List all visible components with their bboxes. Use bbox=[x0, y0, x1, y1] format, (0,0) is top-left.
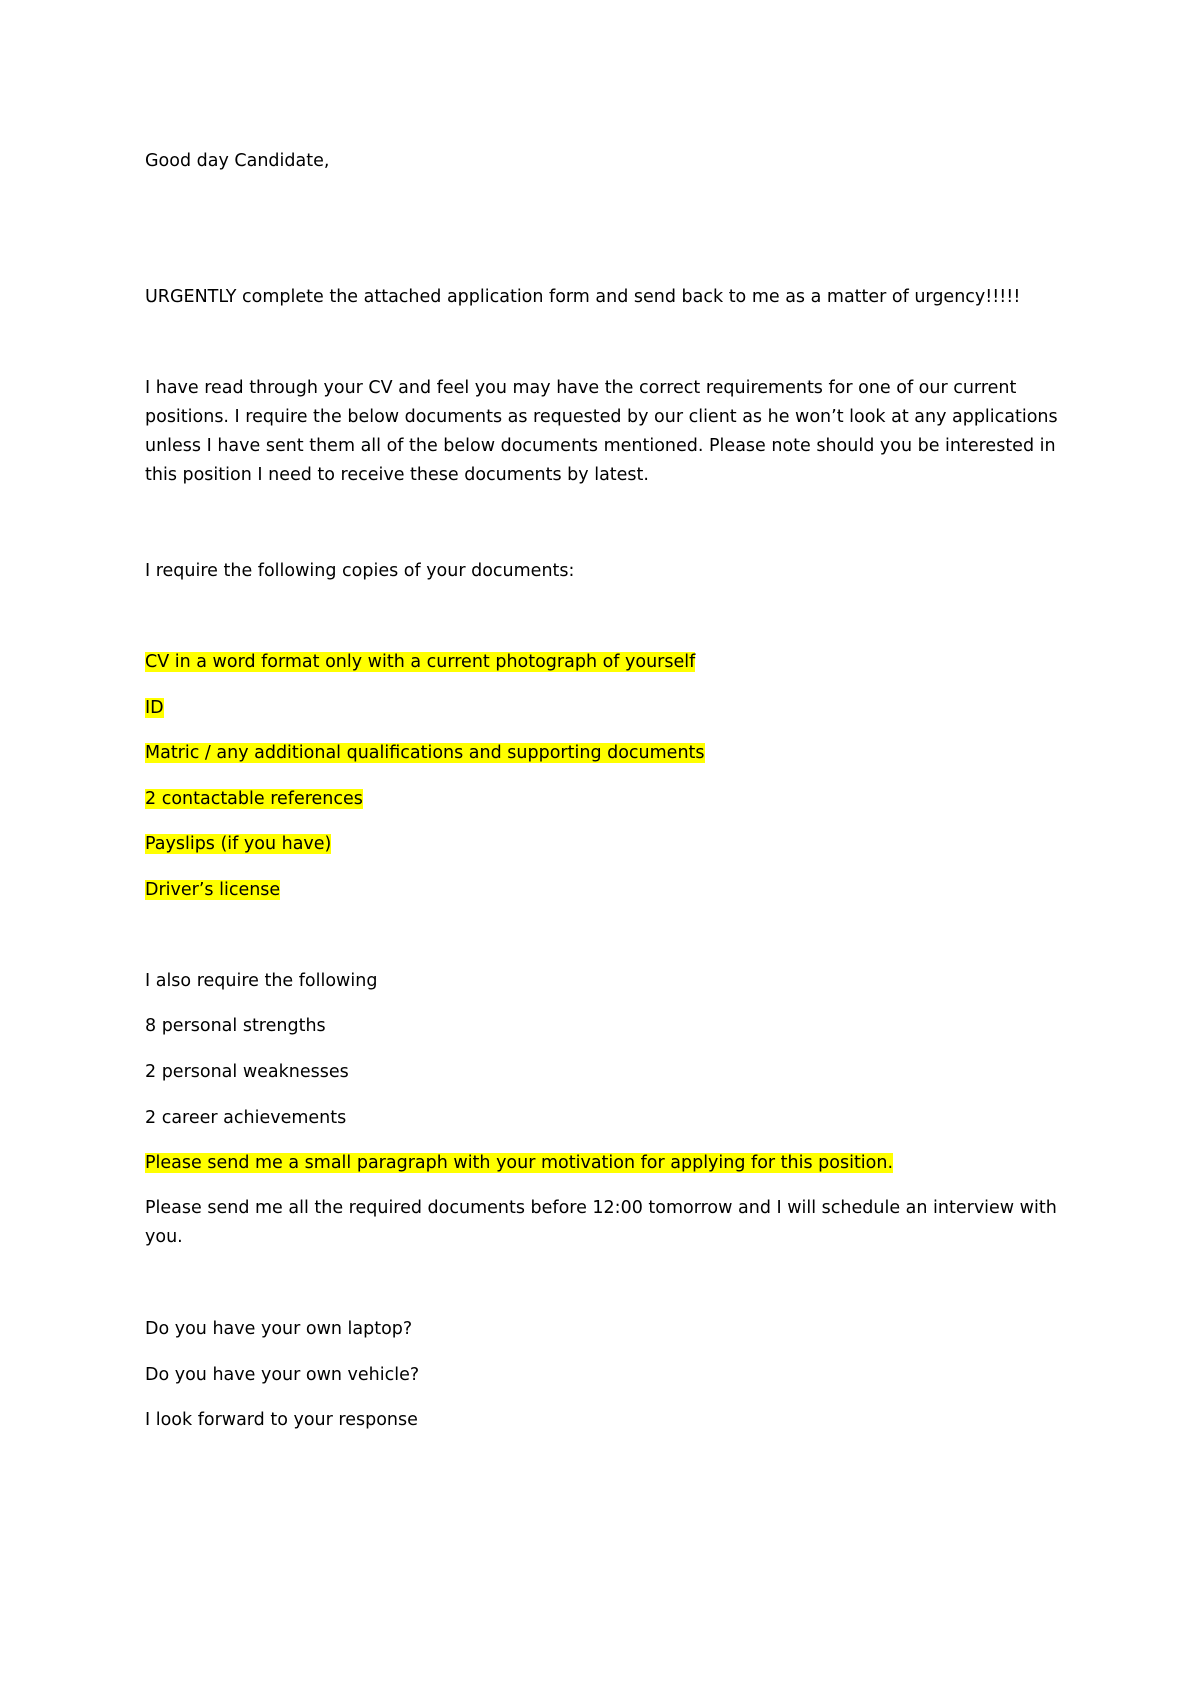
highlighted-text: CV in a word format only with a current photograph of yourself bbox=[145, 652, 696, 672]
highlighted-text: ID bbox=[145, 698, 164, 718]
required-document-license bbox=[145, 876, 1060, 905]
documents-heading: I require the following copies of your documents: bbox=[145, 561, 575, 581]
greeting: Good day Candidate, bbox=[145, 151, 330, 171]
highlighted-text: Matric / any additional qualifications and supporting documents bbox=[145, 743, 705, 763]
deadline-paragraph: Please send me all the required documents before 12:00 tomorrow and I will schedule an interview with you. bbox=[145, 1198, 1057, 1247]
intro-paragraph: I have read through your CV and feel you may have the correct requirements for one of our current positions. I require the below documents as requested by our client as he won’t look at any applications unless I have sent them all of the below documents mentioned. Please note should you be interested in this position I need to receive these documents by latest. bbox=[145, 378, 1058, 485]
also-require-weaknesses: 2 personal weaknesses bbox=[145, 1062, 349, 1082]
highlighted-text: 2 contactable references bbox=[145, 789, 363, 809]
motivation-request bbox=[145, 1149, 1060, 1178]
required-document-references bbox=[145, 785, 1060, 814]
also-require-strengths: 8 personal strengths bbox=[145, 1016, 326, 1036]
highlighted-text: Payslips (if you have) bbox=[145, 834, 332, 854]
also-require-achievements: 2 career achievements bbox=[145, 1108, 347, 1128]
required-document-id bbox=[145, 694, 1060, 723]
highlighted-text: Please send me a small paragraph with your motivation for applying for this position. bbox=[145, 1153, 894, 1173]
required-document-qualifications bbox=[145, 739, 1060, 768]
also-require-heading: I also require the following bbox=[145, 971, 378, 991]
closing-line: I look forward to your response bbox=[145, 1410, 418, 1430]
highlighted-text: Driver’s license bbox=[145, 880, 281, 900]
required-document-payslips bbox=[145, 830, 1060, 859]
question-laptop: Do you have your own laptop? bbox=[145, 1319, 413, 1339]
required-document-cv bbox=[145, 648, 1060, 677]
urgent-line: URGENTLY complete the attached application form and send back to me as a matter of urgency!!!!! bbox=[145, 287, 1021, 307]
question-vehicle: Do you have your own vehicle? bbox=[145, 1365, 420, 1385]
